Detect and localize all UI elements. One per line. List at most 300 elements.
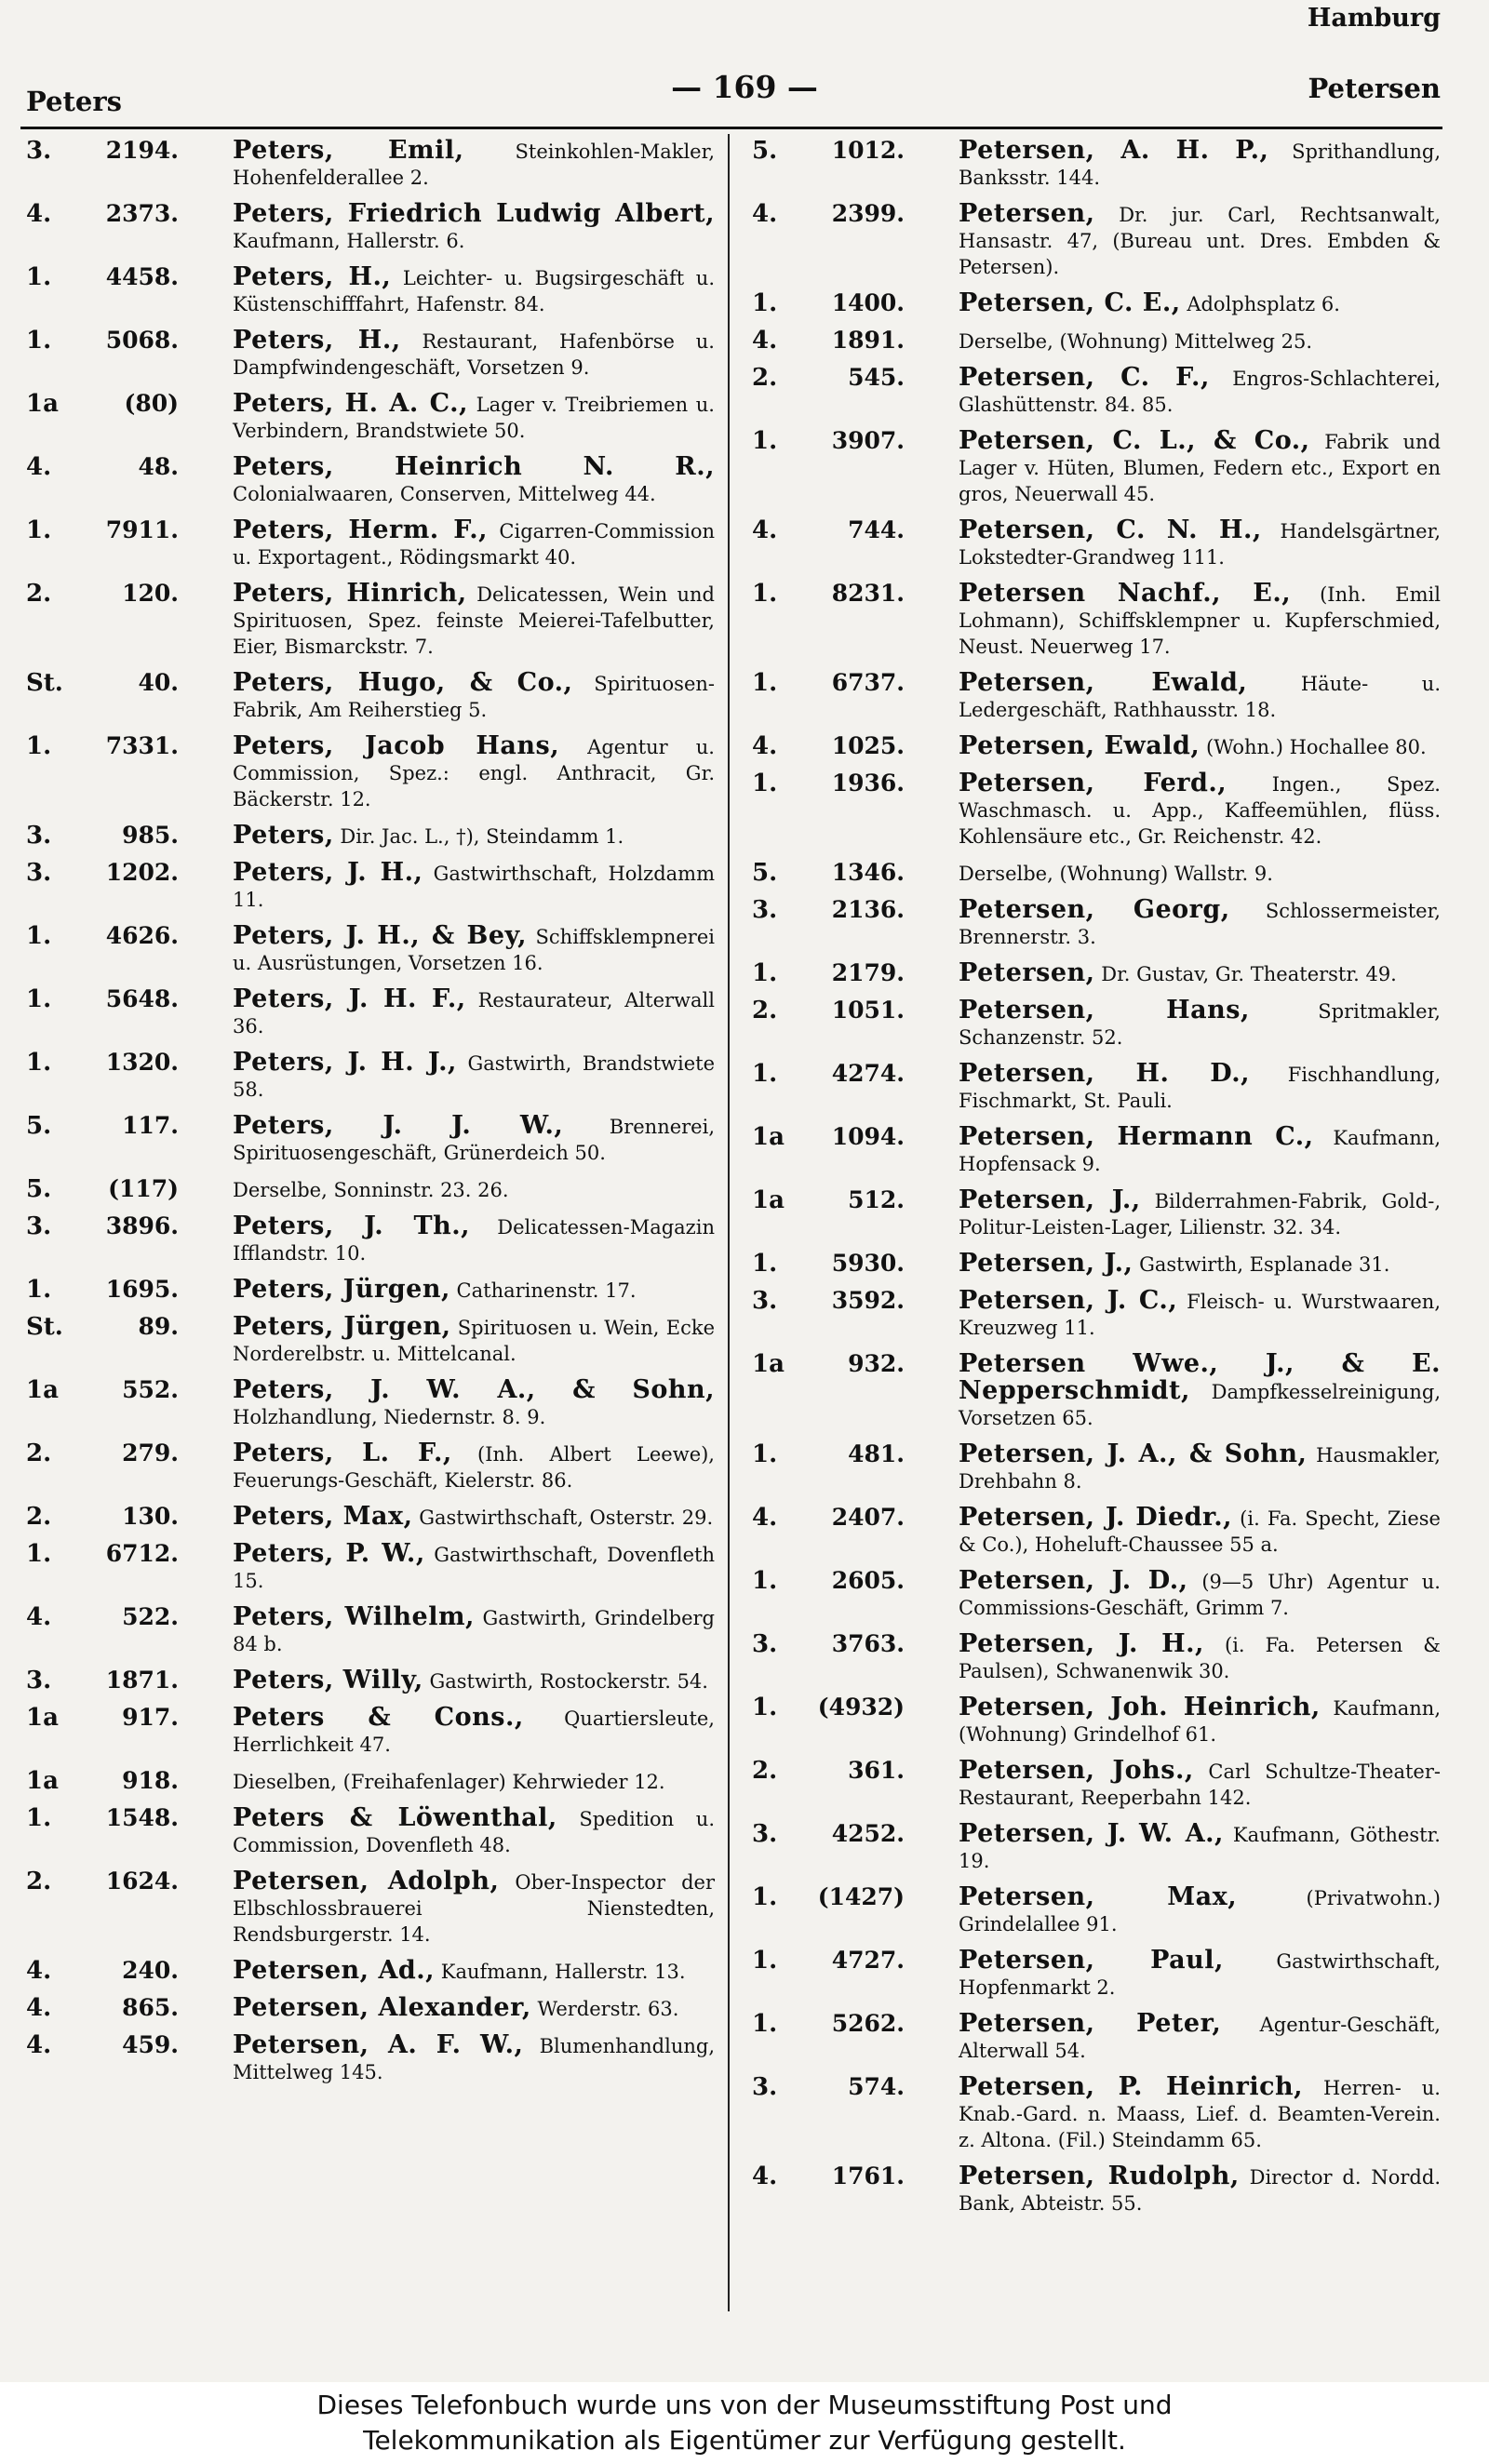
subscriber-name: Petersen Nachf., E., bbox=[959, 579, 1292, 608]
directory-entry bbox=[26, 264, 715, 317]
subscriber-name: Peters, J. H. J., bbox=[233, 1048, 457, 1077]
subscriber-details: Kaufmann, Göthestr. 19. bbox=[959, 1824, 1441, 1872]
subscriber-name: Peters, bbox=[233, 821, 334, 850]
directory-entry bbox=[26, 1705, 715, 1758]
subscriber-name: Petersen, J., bbox=[959, 1249, 1134, 1278]
exchange-zone: 1. bbox=[752, 669, 778, 697]
exchange-zone: 5. bbox=[26, 1112, 52, 1140]
subscriber-name: Petersen, Rudolph, bbox=[959, 2162, 1240, 2190]
exchange-zone: 1. bbox=[26, 263, 52, 291]
phone-number: 552. bbox=[122, 1376, 179, 1403]
exchange-zone: 1. bbox=[26, 516, 52, 544]
subscriber-details: Fleisch- u. Wurstwaaren, Kreuzweg 11. bbox=[959, 1291, 1442, 1339]
subscriber-name: Petersen, A. F. W., bbox=[233, 2030, 524, 2059]
subscriber-details: (Inh. Emil Lohmann), Schiffsklempner u. Kupferschmied, Neust. Neuerweg 17. bbox=[959, 583, 1441, 658]
right-guide-word: Petersen bbox=[1308, 73, 1441, 104]
subscriber-details: Gastwirth, Esplanade 31. bbox=[1139, 1253, 1390, 1276]
subscriber-name: Petersen, H. D., bbox=[959, 1059, 1251, 1088]
exchange-zone: 1a bbox=[26, 1704, 59, 1732]
directory-entry bbox=[752, 365, 1441, 418]
exchange-zone: 1. bbox=[752, 1947, 778, 1975]
subscriber-details: (i. Fa. Petersen & Paulsen), Schwanenwik 30. bbox=[959, 1634, 1441, 1682]
phone-number: 1761. bbox=[831, 2163, 905, 2189]
exchange-zone: 3. bbox=[26, 859, 52, 887]
exchange-zone: 4. bbox=[26, 200, 52, 228]
subscriber-details: (9—5 Uhr) Agentur u. Commissions-Geschäft, Grimm 7. bbox=[959, 1571, 1441, 1619]
exchange-zone: 3. bbox=[26, 137, 52, 165]
directory-entry bbox=[752, 1694, 1441, 1748]
exchange-zone: 1. bbox=[752, 1567, 778, 1595]
directory-entry bbox=[26, 1377, 715, 1430]
subscriber-details: Engros-Schlachterei, Glashüttenstr. 84. 85. bbox=[959, 368, 1441, 416]
subscriber-details: Catharinenstr. 17. bbox=[456, 1279, 637, 1302]
subscriber-name: Peters, H., bbox=[233, 326, 401, 355]
subscriber-details: Dir. Jac. L., †), Steindamm 1. bbox=[340, 825, 624, 848]
exchange-zone: 4. bbox=[26, 1994, 52, 2022]
subscriber-details: Leichter- u. Bugsirgeschäft u. Küstenschifffahrt, Hafenstr. 84. bbox=[233, 267, 715, 315]
subscriber-details: Sprithandlung, Banksstr. 144. bbox=[959, 141, 1441, 189]
directory-entry bbox=[752, 1251, 1441, 1278]
exchange-zone: 2. bbox=[752, 997, 778, 1024]
exchange-zone: 4. bbox=[26, 453, 52, 481]
subscriber-details: Ingen., Spez. Waschmasch. u. App., Kaffeemühlen, flüss. Kohlensäure etc., Gr. Reichenstr. 42. bbox=[959, 773, 1441, 848]
phone-number: 512. bbox=[848, 1186, 905, 1213]
subscriber-name: Peters, Jacob Hans, bbox=[233, 731, 560, 760]
exchange-zone: 1. bbox=[26, 1540, 52, 1568]
phone-number: 481. bbox=[848, 1440, 905, 1467]
subscriber-details: Spritmakler, Schanzenstr. 52. bbox=[959, 1000, 1441, 1049]
subscriber-name: Peters, P. W., bbox=[233, 1539, 425, 1568]
directory-entry bbox=[752, 1505, 1441, 1558]
subscriber-name: Petersen, C. N. H., bbox=[959, 516, 1262, 544]
subscriber-name: Peters & Cons., bbox=[233, 1703, 524, 1732]
subscriber-details: (Privatwohn.) Grindelallee 91. bbox=[959, 1887, 1441, 1935]
subscriber-name: Petersen, C. E., bbox=[959, 288, 1181, 317]
subscriber-name: Peters, J. H., bbox=[233, 858, 423, 887]
phone-number: 1936. bbox=[831, 770, 905, 797]
subscriber-name: Petersen, Adolph, bbox=[233, 1867, 500, 1895]
subscriber-name: Petersen, Georg, bbox=[959, 895, 1230, 924]
phone-number: (117) bbox=[108, 1175, 179, 1202]
phone-number: 8231. bbox=[831, 580, 905, 607]
right-column bbox=[752, 138, 1441, 2227]
phone-number: 1400. bbox=[831, 289, 905, 316]
subscriber-details: Blumenhandlung, Mittelweg 145. bbox=[233, 2035, 715, 2083]
subscriber-details: (Wohn.) Hochallee 80. bbox=[1205, 736, 1427, 758]
phone-number: 130. bbox=[122, 1503, 179, 1530]
directory-entry bbox=[752, 290, 1441, 317]
exchange-zone: 1a bbox=[752, 1186, 785, 1214]
exchange-zone: 1a bbox=[26, 390, 59, 418]
directory-entry bbox=[26, 823, 715, 850]
exchange-zone: 4. bbox=[26, 1603, 52, 1631]
exchange-zone: 1a bbox=[26, 1376, 59, 1404]
subscriber-name: Petersen, Ad., bbox=[233, 1956, 436, 1985]
subscriber-details: Gastwirthschaft, Hopfenmarkt 2. bbox=[959, 1950, 1441, 1999]
subscriber-name: Petersen, Hermann C., bbox=[959, 1122, 1314, 1151]
directory-entry bbox=[752, 897, 1441, 950]
directory-entry bbox=[752, 1441, 1441, 1494]
phone-number: 2605. bbox=[831, 1567, 905, 1594]
exchange-zone: 5. bbox=[752, 137, 778, 165]
subscriber-details: Derselbe, (Wohnung) Wallstr. 9. bbox=[959, 863, 1273, 885]
subscriber-name: Peters, J. Th., bbox=[233, 1212, 471, 1240]
subscriber-name: Petersen, J., bbox=[959, 1185, 1141, 1214]
subscriber-name: Petersen, Hans, bbox=[959, 996, 1250, 1024]
directory-entry bbox=[26, 1958, 715, 1985]
phone-number: 1012. bbox=[831, 137, 905, 164]
directory-entry bbox=[752, 1821, 1441, 1874]
subscriber-name: Petersen, J. C., bbox=[959, 1286, 1178, 1315]
directory-entry bbox=[26, 1541, 715, 1594]
exchange-zone: 4. bbox=[752, 732, 778, 760]
subscriber-name: Peters, Jürgen, bbox=[233, 1312, 451, 1341]
directory-entry bbox=[752, 998, 1441, 1051]
exchange-zone: 1. bbox=[26, 922, 52, 950]
phone-number: 545. bbox=[848, 364, 905, 391]
directory-entry bbox=[752, 1884, 1441, 1937]
phone-number: 89. bbox=[138, 1313, 179, 1340]
subscriber-details: Spirituosen u. Wein, Ecke Norderelbstr. u. Mittelcanal. bbox=[233, 1317, 715, 1365]
exchange-zone: 1. bbox=[752, 427, 778, 455]
subscriber-name: Petersen, C. L., & Co., bbox=[959, 426, 1310, 455]
phone-number: 2399. bbox=[831, 200, 905, 227]
subscriber-name: Peters, Hugo, & Co., bbox=[233, 668, 573, 697]
subscriber-name: Petersen, Ewald, bbox=[959, 731, 1201, 760]
exchange-zone: 1a bbox=[26, 1767, 59, 1795]
phone-number: 40. bbox=[138, 669, 179, 696]
exchange-zone: 4. bbox=[752, 200, 778, 228]
phone-number: 932. bbox=[848, 1350, 905, 1377]
directory-entry bbox=[26, 391, 715, 444]
exchange-zone: 1. bbox=[752, 1250, 778, 1278]
phone-number: 3592. bbox=[831, 1287, 905, 1314]
subscriber-name: Petersen, P. Heinrich, bbox=[959, 2072, 1304, 2101]
subscriber-details: Holzhandlung, Niedernstr. 8. 9. bbox=[233, 1406, 546, 1428]
exchange-zone: 3. bbox=[26, 1212, 52, 1240]
exchange-zone: 2. bbox=[26, 1440, 52, 1467]
exchange-zone: 1. bbox=[752, 770, 778, 797]
subscriber-name: Peters, Hinrich, bbox=[233, 579, 467, 608]
subscriber-details: Dampfkesselreinigung, Vorsetzen 65. bbox=[959, 1381, 1441, 1429]
exchange-zone: 1. bbox=[26, 1804, 52, 1832]
page-number: — 169 — bbox=[671, 69, 818, 105]
exchange-zone: 3. bbox=[752, 1287, 778, 1315]
phone-number: 5262. bbox=[831, 2010, 905, 2037]
phone-number: 6737. bbox=[831, 669, 905, 696]
directory-entry bbox=[26, 986, 715, 1039]
phone-number: 3907. bbox=[831, 427, 905, 454]
directory-entry bbox=[26, 1213, 715, 1266]
exchange-zone: 3. bbox=[26, 822, 52, 850]
directory-entry bbox=[752, 581, 1441, 660]
subscriber-details: Brennerei, Spirituosengeschäft, Grünerdeich 50. bbox=[233, 1116, 715, 1164]
directory-entry bbox=[752, 1948, 1441, 2001]
subscriber-details: (Inh. Albert Leewe), Feuerungs-Geschäft, Kielerstr. 86. bbox=[233, 1443, 715, 1492]
phone-number: 2179. bbox=[831, 959, 905, 986]
exchange-zone: 3. bbox=[752, 1630, 778, 1658]
subscriber-details: Cigarren-Commission u. Exportagent., Rödingsmarkt 40. bbox=[233, 520, 715, 569]
subscriber-details: Steinkohlen-Makler, Hohenfelderallee 2. bbox=[233, 141, 715, 189]
exchange-zone: 1. bbox=[752, 959, 778, 987]
phone-number: 5068. bbox=[105, 327, 179, 354]
directory-entry bbox=[26, 1050, 715, 1103]
directory-entry bbox=[752, 860, 1441, 887]
directory-entry bbox=[752, 2163, 1441, 2216]
subscriber-details: (i. Fa. Specht, Ziese & Co.), Hoheluft-Chaussee 55 a. bbox=[959, 1507, 1441, 1556]
exchange-zone: 3. bbox=[752, 896, 778, 924]
exchange-zone: 1. bbox=[752, 1694, 778, 1721]
subscriber-name: Petersen, Ewald, bbox=[959, 668, 1248, 697]
left-column bbox=[26, 138, 715, 2096]
phone-number: 2136. bbox=[831, 896, 905, 923]
directory-entry bbox=[752, 1631, 1441, 1684]
subscriber-name: Peters, Emil, bbox=[233, 136, 464, 165]
directory-entry bbox=[752, 517, 1441, 570]
subscriber-details: Fabrik und Lager v. Hüten, Blumen, Federn etc., Export en gros, Neuerwall 45. bbox=[959, 431, 1441, 505]
subscriber-name: Petersen, Max, bbox=[959, 1882, 1238, 1911]
exchange-zone: 2. bbox=[752, 364, 778, 392]
exchange-zone: 4. bbox=[752, 1504, 778, 1532]
region-heading: Hamburg bbox=[1307, 4, 1441, 33]
directory-entry bbox=[26, 1995, 715, 2022]
exchange-zone: 1. bbox=[752, 1060, 778, 1088]
footer-line-2: Telekommunikation als Eigentümer zur Verfügung gestellt. bbox=[363, 2425, 1126, 2456]
subscriber-details: Dieselben, (Freihafenlager) Kehrwieder 12. bbox=[233, 1771, 665, 1793]
exchange-zone: 1a bbox=[752, 1350, 785, 1378]
subscriber-name: Peters, Friedrich Ludwig Albert, bbox=[233, 199, 715, 228]
subscriber-details: Kaufmann, (Wohnung) Grindelhof 61. bbox=[959, 1697, 1441, 1746]
subscriber-name: Petersen, J. H., bbox=[959, 1629, 1204, 1658]
exchange-zone: 5. bbox=[752, 859, 778, 887]
subscriber-name: Peters, H. A. C., bbox=[233, 389, 468, 418]
subscriber-name: Petersen, C. F., bbox=[959, 363, 1210, 392]
phone-number: 1094. bbox=[831, 1123, 905, 1150]
directory-entry bbox=[26, 2032, 715, 2085]
subscriber-name: Peters, Willy, bbox=[233, 1666, 423, 1694]
footer-note bbox=[0, 2382, 1489, 2464]
phone-number: 3763. bbox=[831, 1630, 905, 1657]
exchange-zone: 1. bbox=[752, 1440, 778, 1468]
subscriber-name: Petersen, bbox=[959, 199, 1095, 228]
phone-number: 744. bbox=[848, 516, 905, 543]
directory-entry bbox=[752, 1351, 1441, 1431]
subscriber-name: Petersen, Joh. Heinrich, bbox=[959, 1693, 1321, 1721]
phone-number: 522. bbox=[122, 1603, 179, 1630]
left-guide-word: Peters bbox=[26, 86, 122, 117]
directory-entry bbox=[26, 733, 715, 812]
subscriber-details: Delicatessen-Magazin Ifflandstr. 10. bbox=[233, 1216, 715, 1265]
phone-number: 918. bbox=[122, 1767, 179, 1794]
phone-number: 4274. bbox=[831, 1060, 905, 1087]
phone-number: 917. bbox=[122, 1704, 179, 1731]
subscriber-name: Petersen, Johs., bbox=[959, 1756, 1194, 1785]
directory-entry bbox=[752, 328, 1441, 355]
phone-number: (4932) bbox=[817, 1694, 905, 1721]
header-rule bbox=[20, 127, 1442, 129]
exchange-zone: 3. bbox=[752, 2073, 778, 2101]
subscriber-details: Agentur-Geschäft, Alterwall 54. bbox=[959, 2014, 1441, 2062]
directory-entry bbox=[26, 1440, 715, 1493]
subscriber-name: Petersen, bbox=[959, 958, 1095, 987]
exchange-zone: 3. bbox=[752, 1820, 778, 1848]
footer-line-1: Dieses Telefonbuch wurde uns von der Museumsstiftung Post und bbox=[316, 2390, 1173, 2420]
directory-entry bbox=[752, 770, 1441, 850]
directory-entry bbox=[752, 1568, 1441, 1621]
phone-number: 865. bbox=[122, 1994, 179, 2021]
subscriber-details: Dr. Gustav, Gr. Theaterstr. 49. bbox=[1101, 963, 1397, 985]
phone-number: 5648. bbox=[105, 985, 179, 1012]
subscriber-name: Peters, Heinrich N. R., bbox=[233, 452, 715, 481]
phone-number: 361. bbox=[848, 1757, 905, 1784]
exchange-zone: 1. bbox=[752, 289, 778, 317]
phone-number: 120. bbox=[122, 580, 179, 607]
phone-number: 117. bbox=[122, 1112, 179, 1139]
subscriber-details: Spirituosen-Fabrik, Am Reiherstieg 5. bbox=[233, 673, 715, 721]
exchange-zone: 5. bbox=[26, 1175, 52, 1203]
exchange-zone: 1. bbox=[752, 2010, 778, 2038]
directory-entry bbox=[26, 517, 715, 570]
directory-entry bbox=[26, 670, 715, 723]
subscriber-details: Gastwirthschaft, Dovenfleth 15. bbox=[233, 1544, 716, 1592]
phone-number: 279. bbox=[122, 1440, 179, 1466]
subscriber-name: Petersen, J. A., & Sohn, bbox=[959, 1440, 1308, 1468]
column-divider bbox=[728, 134, 730, 2311]
subscriber-name: Peters, H., bbox=[233, 262, 392, 291]
phone-number: 459. bbox=[122, 2031, 179, 2058]
subscriber-name: Peters, Wilhelm, bbox=[233, 1602, 475, 1631]
phone-number: 1891. bbox=[831, 327, 905, 354]
subscriber-details: Gastwirth, Grindelberg 84 b. bbox=[233, 1607, 715, 1655]
subscriber-name: Petersen, J. Diedr., bbox=[959, 1503, 1233, 1532]
subscriber-details: Herren- u. Knab.-Gard. n. Maass, Lief. d. Beamten-Verein. z. Altona. (Fil.) Steindamm 65. bbox=[959, 2077, 1441, 2151]
exchange-zone: 2. bbox=[26, 1868, 52, 1895]
directory-entry bbox=[26, 1277, 715, 1304]
directory-entry bbox=[26, 328, 715, 381]
subscriber-details: Colonialwaaren, Conserven, Mittelweg 44. bbox=[233, 483, 656, 505]
subscriber-details: Schiffsklempnerei u. Ausrüstungen, Vorsetzen 16. bbox=[233, 926, 715, 974]
exchange-zone: 4. bbox=[752, 327, 778, 355]
exchange-zone: St. bbox=[26, 1313, 63, 1341]
subscriber-details: Dr. jur. Carl, Rechtsanwalt, Hansastr. 47, (Bureau unt. Dres. Embden & Petersen). bbox=[959, 204, 1441, 278]
directory-entry bbox=[26, 923, 715, 976]
exchange-zone: 1. bbox=[26, 327, 52, 355]
subscriber-details: Adolphsplatz 6. bbox=[1187, 293, 1340, 315]
subscriber-details: Handelsgärtner, Lokstedter-Grandweg 111. bbox=[959, 520, 1441, 569]
directory-entry bbox=[26, 1113, 715, 1166]
subscriber-name: Petersen, Paul, bbox=[959, 1946, 1224, 1975]
directory-entry bbox=[26, 1604, 715, 1657]
subscriber-details: Gastwirth, Brandstwiete 58. bbox=[233, 1052, 715, 1101]
exchange-zone: 2. bbox=[26, 580, 52, 608]
exchange-zone: 3. bbox=[26, 1667, 52, 1694]
subscriber-details: Ober-Inspector der Elbschlossbrauerei Nienstedten, Rendsburgerstr. 14. bbox=[233, 1871, 715, 1946]
phone-number: 5930. bbox=[831, 1250, 905, 1277]
subscriber-name: Peters, Jürgen, bbox=[233, 1275, 450, 1304]
subscriber-details: Kaufmann, Hallerstr. 13. bbox=[440, 1961, 686, 1983]
directory-entry bbox=[26, 860, 715, 913]
directory-entry bbox=[26, 581, 715, 660]
subscriber-name: Peters, J. W. A., & Sohn, bbox=[233, 1375, 715, 1404]
directory-entry bbox=[752, 2074, 1441, 2153]
subscriber-name: Peters, J. H., & Bey, bbox=[233, 921, 527, 950]
phone-number: 1548. bbox=[105, 1804, 179, 1831]
subscriber-name: Peters, Herm. F., bbox=[233, 516, 489, 544]
subscriber-name: Peters, L. F., bbox=[233, 1439, 452, 1467]
exchange-zone: St. bbox=[26, 669, 63, 697]
directory-entry bbox=[26, 1868, 715, 1948]
directory-entry bbox=[752, 1061, 1441, 1114]
phone-number: 7911. bbox=[105, 516, 179, 543]
subscriber-name: Petersen, J. D., bbox=[959, 1566, 1188, 1595]
exchange-zone: 1. bbox=[26, 732, 52, 760]
phone-number: 1695. bbox=[105, 1276, 179, 1303]
subscriber-details: Derselbe, Sonninstr. 23. 26. bbox=[233, 1179, 509, 1201]
phone-number: 4458. bbox=[105, 263, 179, 290]
phone-number: 4252. bbox=[831, 1820, 905, 1847]
subscriber-details: Kaufmann, Hopfensack 9. bbox=[959, 1127, 1441, 1175]
phone-number: 1025. bbox=[831, 732, 905, 759]
subscriber-name: Petersen, Ferd., bbox=[959, 769, 1227, 797]
directory-entry bbox=[752, 1124, 1441, 1177]
exchange-zone: 1. bbox=[752, 1883, 778, 1911]
exchange-zone: 1a bbox=[752, 1123, 785, 1151]
subscriber-name: Petersen, Peter, bbox=[959, 2009, 1222, 2038]
subscriber-details: Spedition u. Commission, Dovenfleth 48. bbox=[233, 1808, 715, 1856]
subscriber-details: Lager v. Treibriemen u. Verbindern, Brandstwiete 50. bbox=[233, 394, 715, 442]
exchange-zone: 2. bbox=[26, 1503, 52, 1531]
directory-entry bbox=[752, 428, 1441, 507]
subscriber-details: Delicatessen, Wein und Spirituosen, Spez. feinste Meierei-Tafelbutter, Eier, Bismarckstr. 7. bbox=[233, 583, 715, 658]
subscriber-details: Carl Schultze-Theater-Restaurant, Reeperbahn 142. bbox=[959, 1761, 1441, 1809]
subscriber-details: Werderstr. 63. bbox=[537, 1998, 679, 2020]
phone-number: 2373. bbox=[105, 200, 179, 227]
subscriber-name: Petersen Wwe., J., & E. Nepperschmidt, bbox=[959, 1349, 1441, 1405]
directory-entry bbox=[752, 960, 1441, 987]
subscriber-name: Peters, Max, bbox=[233, 1502, 413, 1531]
directory-entry bbox=[26, 454, 715, 507]
phone-number: 240. bbox=[122, 1957, 179, 1984]
directory-entry bbox=[26, 1667, 715, 1694]
phone-number: 4727. bbox=[831, 1947, 905, 1974]
phone-number: 7331. bbox=[105, 732, 179, 759]
subscriber-name: Peters, J. H. F., bbox=[233, 984, 466, 1013]
phone-number: 574. bbox=[848, 2073, 905, 2100]
directory-entry bbox=[752, 2011, 1441, 2064]
directory-entry bbox=[752, 733, 1441, 760]
subscriber-details: Gastwirth, Rostockerstr. 54. bbox=[429, 1670, 708, 1693]
phone-number: 4626. bbox=[105, 922, 179, 949]
exchange-zone: 4. bbox=[26, 1957, 52, 1985]
subscriber-details: Derselbe, (Wohnung) Mittelweg 25. bbox=[959, 330, 1313, 353]
subscriber-details: Gastwirthschaft, Osterstr. 29. bbox=[419, 1507, 714, 1529]
phone-number: 1320. bbox=[105, 1049, 179, 1076]
phone-number: 1346. bbox=[831, 859, 905, 886]
phone-number: 3896. bbox=[105, 1212, 179, 1239]
directory-entry bbox=[752, 201, 1441, 280]
phone-number: (80) bbox=[124, 390, 179, 417]
phone-number: 1051. bbox=[831, 997, 905, 1024]
exchange-zone: 4. bbox=[752, 516, 778, 544]
subscriber-details: Restaurant, Hafenbörse u. Dampfwindengeschäft, Vorsetzen 9. bbox=[233, 330, 715, 379]
directory-entry bbox=[752, 1288, 1441, 1341]
directory-entry bbox=[752, 670, 1441, 723]
phone-number: 2194. bbox=[105, 137, 179, 164]
directory-entry bbox=[26, 1176, 715, 1203]
directory-entry bbox=[26, 1504, 715, 1531]
phone-number: 2407. bbox=[831, 1504, 905, 1531]
subscriber-details: Fischhandlung, Fischmarkt, St. Pauli. bbox=[959, 1064, 1441, 1112]
